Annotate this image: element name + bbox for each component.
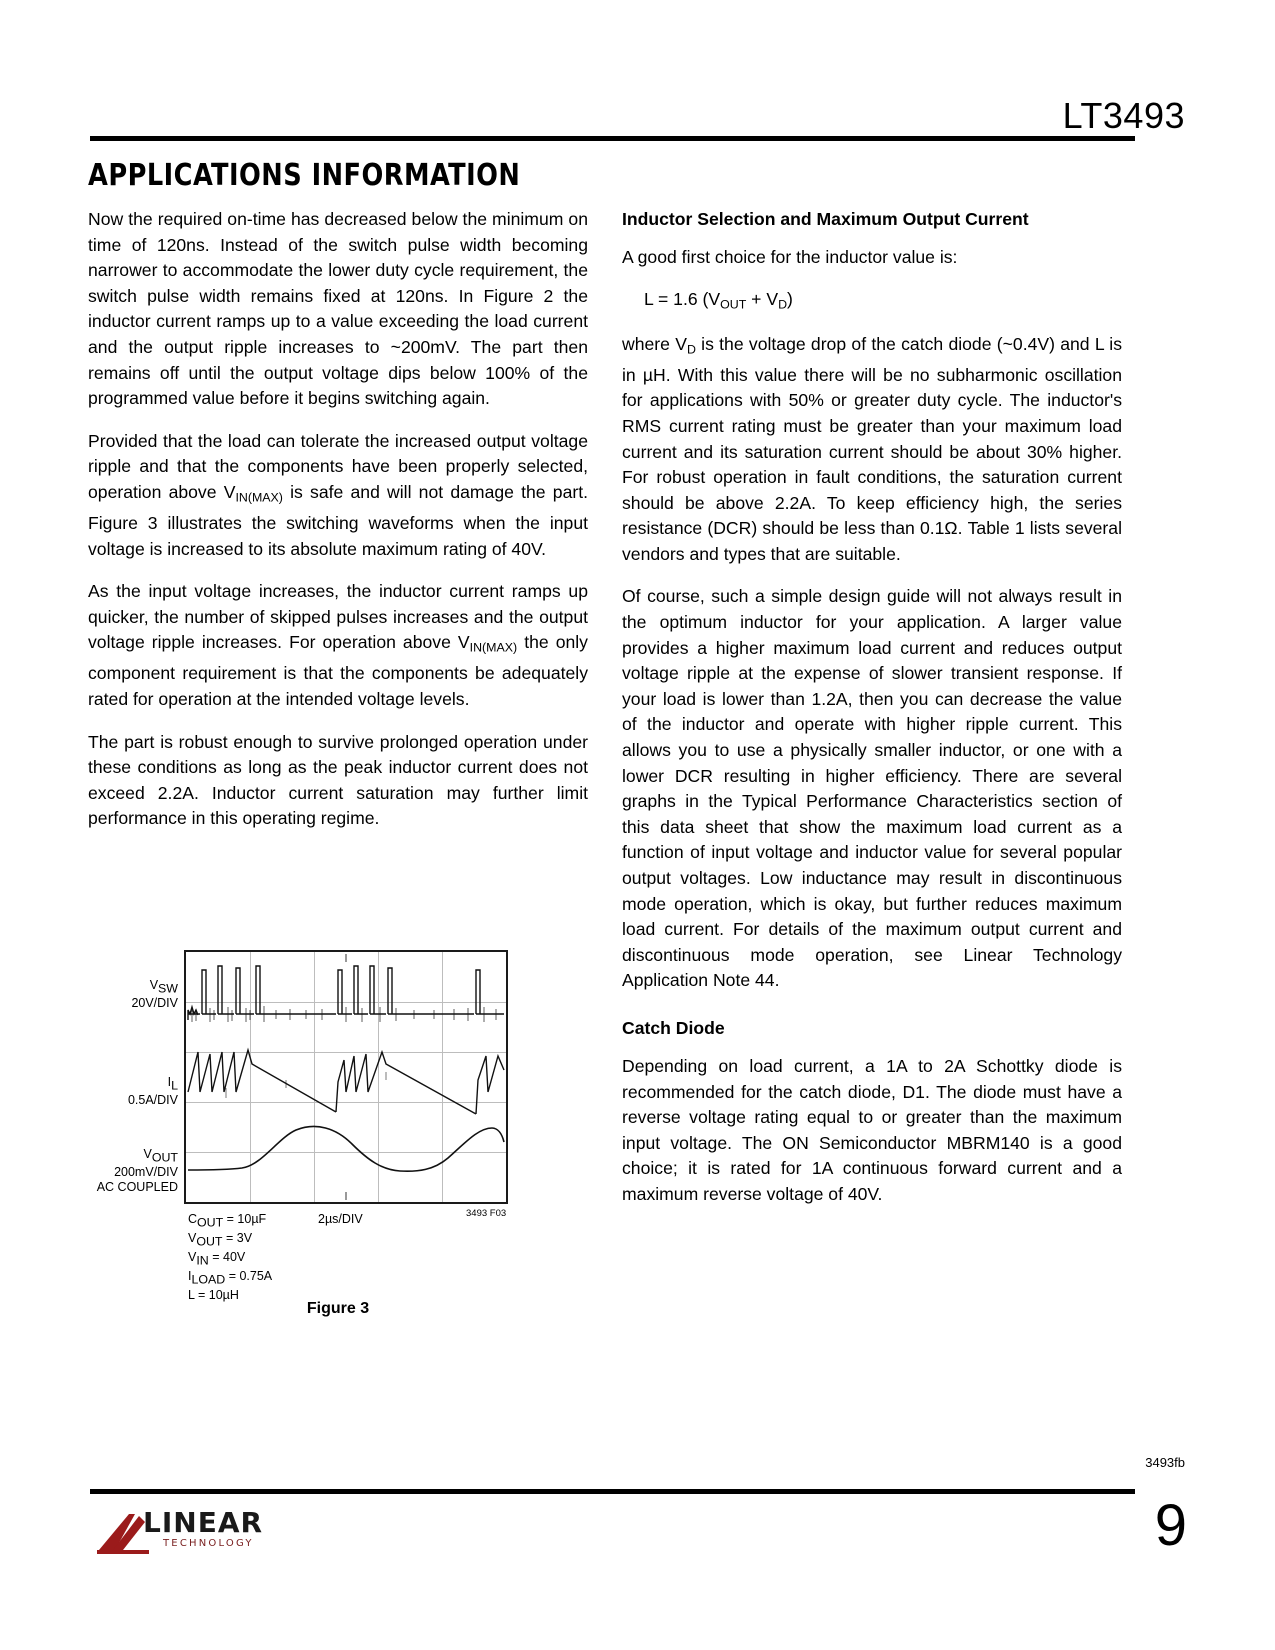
vsw-name: V — [149, 978, 159, 992]
vout-name: V — [143, 1147, 152, 1161]
section-title: APPLICATIONS INFORMATION — [88, 158, 521, 193]
paragraph-2-text-b: is safe and will not damage the part. Figure 3 illustrates the switching waveforms when the input voltage is increased to its absolute maximum rating of 40V. — [88, 481, 588, 559]
vin-cond-value: = 40V — [208, 1249, 246, 1264]
paragraph-1: Now the required on-time has decreased below the minimum on time of 120ns. Instead of the switch pulse width becoming narrower to accommodate the lower duty cycle requirement, the switch pulse width remains fixed at 120ns. In Figure 2 the inductor current ramps up to a value exceeding the load current and the output ripple increases to ~200mV. The part then remains off until the output voltage dips below 100% of the programmed value before it begins switching again. — [88, 209, 588, 409]
vout-cond-name: V — [188, 1230, 197, 1245]
paragraph-vd-text-b: is the voltage drop of the catch diode (~0.4V) and L is in µH. With this value there will be no subharmonic oscillation for applications with 50% or greater duty cycle. The inductor's RMS current rating must be greater than your maximum load current and its saturation current should be about 30% higher. For robust operation in fault conditions, the saturation current should be above 2.2A. To keep efficiency high, the series resistance (DCR) should be less than 0.1Ω. Table 1 lists several vendors and types that are suitable. — [622, 333, 1122, 564]
paragraph-3-text-b: the only component requirement is that the components be adequately rated for operation at the intended voltage levels. — [88, 632, 588, 710]
heading-inductor-selection: Inductor Selection and Maximum Output Current — [622, 209, 1029, 229]
vout-coupling: AC COUPLED — [96, 1180, 178, 1195]
scope-traces — [186, 952, 506, 1202]
paragraph-3 — [88, 579, 588, 712]
paragraph-vd — [622, 332, 1122, 568]
oscilloscope-screenshot — [184, 950, 508, 1204]
trace-label-il — [88, 1075, 178, 1108]
equation-lead: L = 1.6 (V — [644, 288, 721, 309]
page-title: LT3493 — [1062, 95, 1185, 136]
vsw-scale: 20V/DIV — [131, 996, 178, 1011]
footer-divider — [90, 1489, 1135, 1494]
l-name: L — [188, 1287, 195, 1302]
condition-vin — [188, 1250, 272, 1269]
vin-cond-sub: IN — [196, 1253, 209, 1268]
time-per-division-label: 2µs/DIV — [318, 1212, 363, 1226]
vout-sub: OUT — [151, 1150, 178, 1165]
il-scale: 0.5A/DIV — [127, 1093, 178, 1108]
iload-value: = 0.75A — [225, 1268, 273, 1283]
paragraph-3-subscript-a: IN(MAX) — [469, 640, 518, 655]
iload-name: I — [188, 1268, 192, 1283]
vout-cond-value: = 3V — [222, 1230, 253, 1245]
paragraph-vd-sub: D — [686, 342, 696, 357]
figure-conditions — [188, 1212, 272, 1303]
trace-label-vsw — [88, 978, 178, 1011]
paragraph-vd-text-a: where V — [622, 333, 687, 354]
l-value: = 10µH — [194, 1287, 239, 1302]
vout-cond-sub: OUT — [196, 1234, 223, 1249]
logo-subtext: TECHNOLOGY — [163, 1538, 254, 1549]
paragraph-2-text-a: Provided that the load can tolerate the increased output voltage ripple and that the components have been properly selected, operation above V — [88, 430, 588, 502]
page-number: 9 — [1154, 1493, 1187, 1558]
equation-sub-d: D — [778, 297, 788, 312]
logo-wordmark: LINEAR — [143, 1506, 264, 1539]
cout-name: C — [188, 1212, 198, 1226]
cout-value: = 10µF — [223, 1212, 267, 1226]
equation-mid: + V — [746, 288, 779, 309]
paragraph-inductor-intro: A good first choice for the inductor value is: — [622, 247, 958, 267]
right-column — [622, 207, 1122, 1225]
document-code: 3493fb — [1145, 1455, 1185, 1470]
paragraph-4: The part is robust enough to survive prolonged operation under these conditions as long as the peak inductor current does not exceed 2.2A. Inductor current saturation may further limit performance in this operating regime. — [88, 731, 588, 829]
condition-cout — [188, 1212, 272, 1231]
paragraph-catch-diode: Depending on load current, a 1A to 2A Schottky diode is recommended for the catch diode, D1. The diode must have a reverse voltage rating equal to or greater than the maximum input voltage. The ON Semiconductor MBRM140 is a good choice; it is rated for 1A continuous forward current and a maximum reverse voltage of 40V. — [622, 1055, 1122, 1204]
paragraph-2-subscript-a: IN(MAX) — [235, 490, 283, 505]
figure-code: 3493 F03 — [466, 1208, 507, 1219]
vsw-sub: SW — [158, 981, 178, 996]
il-name: I — [167, 1075, 172, 1089]
vin-cond-name: V — [188, 1249, 197, 1264]
equation-sub-out: OUT — [720, 297, 747, 312]
equation-inductor-value — [644, 287, 1122, 318]
left-column — [88, 207, 588, 849]
heading-catch-diode: Catch Diode — [622, 1017, 725, 1038]
iload-sub: LOAD — [191, 1272, 226, 1287]
condition-vout — [188, 1231, 272, 1250]
trace-label-vout — [88, 1147, 178, 1195]
equation-tail: ) — [787, 288, 793, 309]
paragraph-2 — [88, 429, 588, 562]
paragraph-design-guide: Of course, such a simple design guide will not always result in the optimum inductor for your application. A larger value provides a higher maximum load current and reduces output voltage ripple at the expense of slower transient response. If your load is lower than 1.2A, then you can decrease the value of the inductor and operate with higher ripple current. This allows you to use a physically smaller inductor, or one with a lower DCR resulting in higher efficiency. There are several graphs in the Typical Performance Characteristics section of this data sheet that show the maximum load current as a function of input voltage and inductor value for several popular output voltages. Low inductance may result in discontinuous mode operation, which is okay, but further reduces maximum load current. For details of the maximum output current and discontinuous mode operation, see Linear Technology Application Note 44. — [622, 586, 1122, 991]
paragraph-3-text-a: As the input voltage increases, the inductor current ramps up quicker, the number of skipped pulses increases and the output voltage ripple increases. For operation above V — [88, 581, 588, 653]
header-divider — [90, 136, 1135, 141]
figure-caption: Figure 3 — [306, 1300, 370, 1317]
il-sub: L — [171, 1078, 178, 1093]
condition-iload — [188, 1269, 272, 1288]
vout-scale: 200mV/DIV — [114, 1165, 178, 1180]
cout-sub: OUT — [197, 1215, 224, 1230]
